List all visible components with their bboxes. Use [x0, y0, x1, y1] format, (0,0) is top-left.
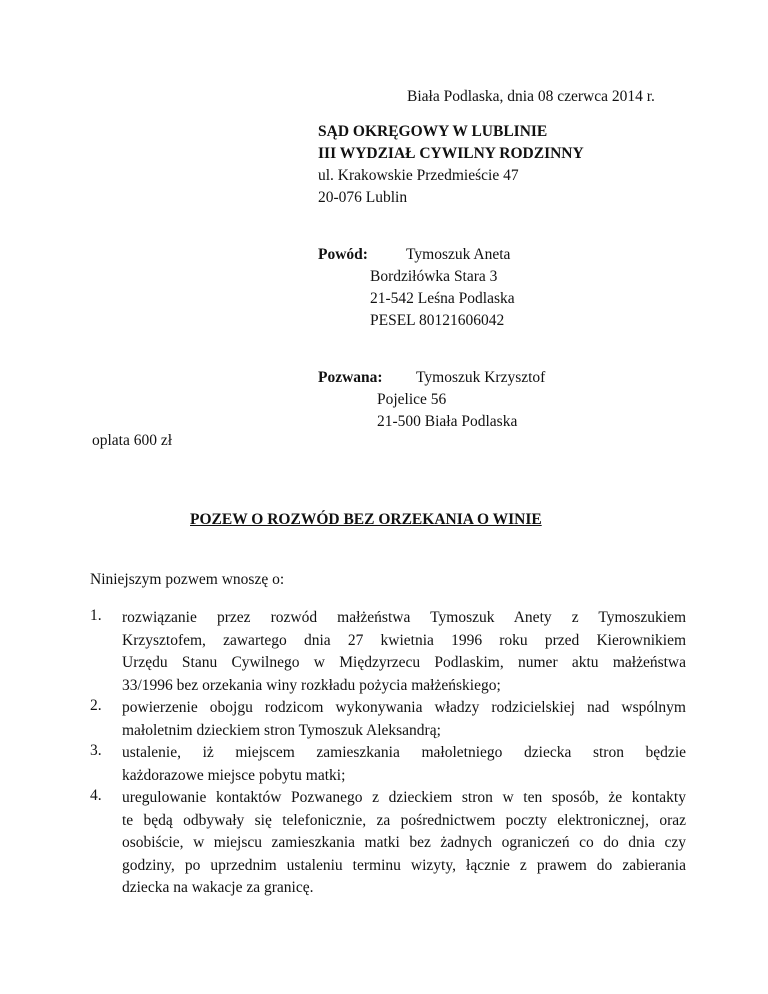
plaintiff-name: Tymoszuk Aneta: [406, 246, 511, 263]
request-line: 33/1996 bez orzekania winy rozkładu pożycia małżeńskiego;: [122, 676, 501, 694]
request-line: osobiście, w miejscu zamieszkania matki bez żadnych ograniczeń co do dnia czy: [122, 834, 686, 851]
request-line: Urzędu Stanu Cywilnego w Międzyrzecu Podlaskim, numer aktu małżeństwa: [122, 654, 686, 671]
court-street: ul. Krakowskie Przedmieście 47: [318, 167, 519, 184]
document-title: POZEW O ROZWÓD BEZ ORZEKANIA O WINIE: [190, 511, 542, 528]
defendant-street: Pojelice 56: [377, 391, 447, 408]
plaintiff-label: Powód:: [318, 246, 368, 263]
date-line: Biała Podlaska, dnia 08 czerwca 2014 r.: [407, 88, 655, 105]
plaintiff-street: Bordziłówka Stara 3: [370, 268, 498, 285]
request-line: rozwiązanie przez rozwód małżeństwa Tymoszuk Anety z Tymoszukiem: [122, 609, 686, 626]
request-line: ustalenie, iż miejscem zamieszkania małoletniego dziecka stron będzie: [122, 744, 686, 761]
request-number: 1.: [90, 607, 102, 624]
request-line: dziecka na wakacje za granicę.: [122, 879, 314, 896]
defendant-name: Tymoszuk Krzysztof: [416, 369, 546, 386]
request-line: godziny, po uprzednim ustaleniu terminu wizyty, łącznie z prawem do zabierania: [122, 856, 686, 874]
request-line: małoletnim dzieckiem stron Tymoszuk Aleksandrą;: [122, 721, 441, 739]
fee-note: oplata 600 zł: [92, 432, 173, 449]
court-city: 20-076 Lublin: [318, 189, 408, 206]
court-division: III WYDZIAŁ CYWILNY RODZINNY: [318, 145, 584, 162]
court-name: SĄD OKRĘGOWY W LUBLINIE: [318, 123, 548, 140]
request-item-3: [90, 742, 686, 787]
request-line: każdorazowe miejsce pobytu matki;: [122, 766, 346, 784]
defendant-city: 21-500 Biała Podlaska: [377, 413, 518, 430]
request-item-1: [90, 607, 686, 697]
request-item-4: [90, 787, 686, 900]
plaintiff-pesel: PESEL 80121606042: [370, 312, 505, 329]
request-number: 3.: [90, 742, 102, 759]
intro-text: Niniejszym pozwem wnoszę o:: [90, 571, 285, 588]
request-line: powierzenie obojgu rodzicom wykonywania władzy rodzicielskiej nad wspólnym: [122, 699, 686, 716]
request-number: 2.: [90, 697, 102, 714]
defendant-label: Pozwana:: [318, 369, 383, 386]
request-number: 4.: [90, 787, 102, 804]
request-line: uregulowanie kontaktów Pozwanego z dzieckiem stron w ten sposób, że kontakty: [122, 789, 686, 806]
request-line: te będą odbywały się telefonicznie, za pośrednictwem poczty elektronicznej, oraz: [122, 811, 686, 829]
plaintiff-city: 21-542 Leśna Podlaska: [370, 290, 515, 307]
request-line: Krzysztofem, zawartego dnia 27 kwietnia 1996 roku przed Kierownikiem: [122, 631, 686, 649]
request-item-2: [90, 697, 686, 742]
